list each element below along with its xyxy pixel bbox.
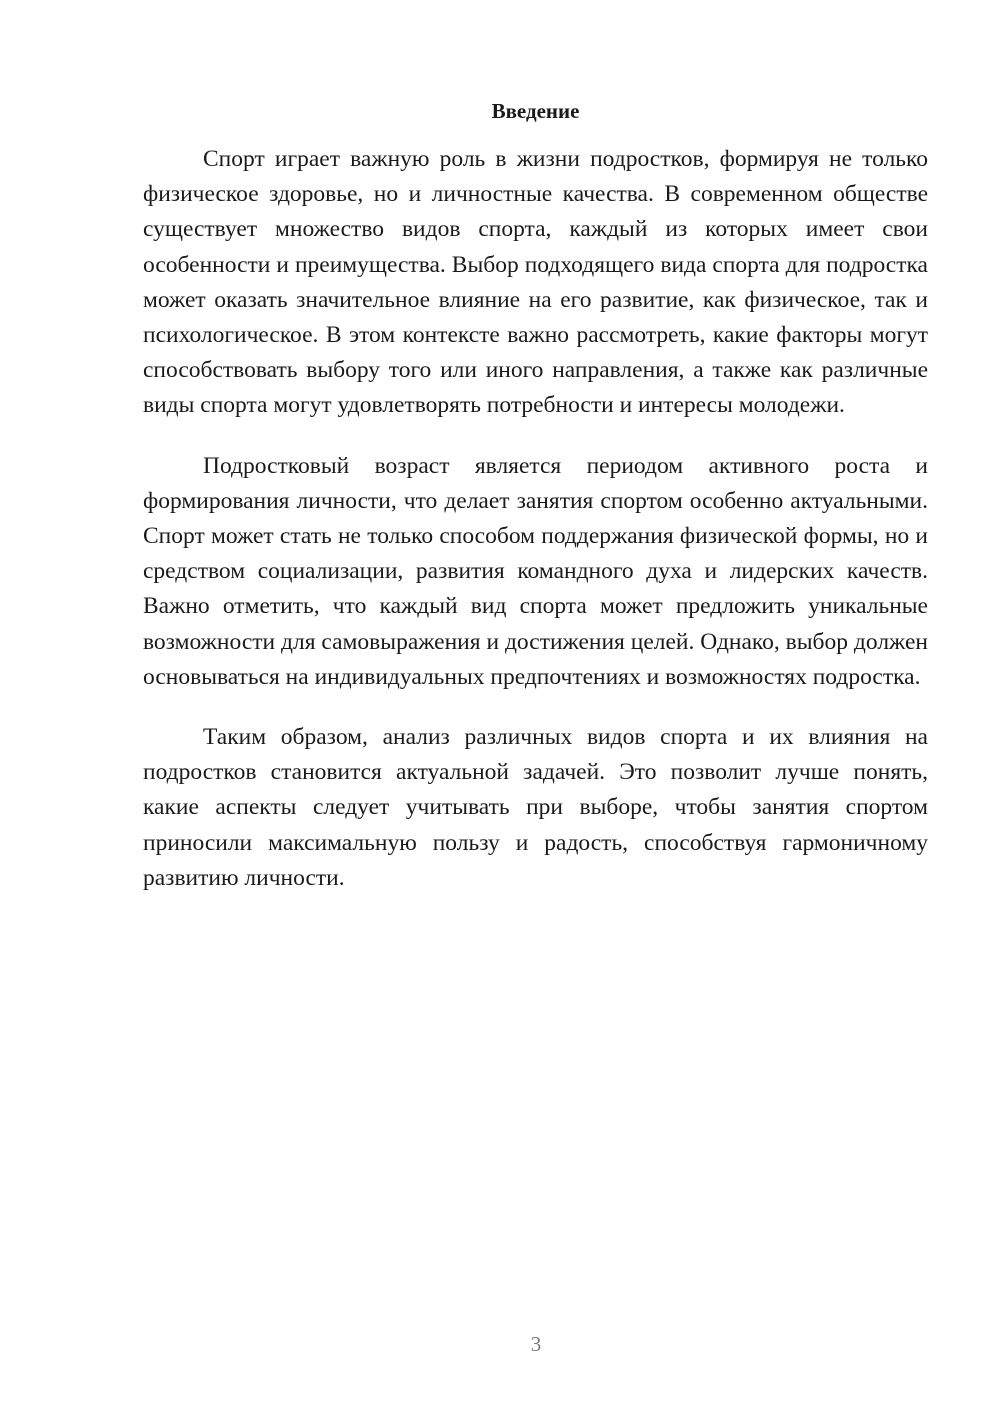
section-heading: Введение (491, 99, 580, 123)
paragraph-intro: Спорт играет важную роль в жизни подростков, формируя не только физическое здоровье, но и личностные качества. В современном обществе существует множество видов спорта, каждый из которых имеет свои особенности и преимущества. Выбор подходящего вида спорта для подростка может оказать значительное влияние на его развитие, как физическое, так и психологическое. В этом контексте важно рассмотреть, какие факторы могут способствовать выбору того или иного направления, а также как различные виды спорта могут удовлетворять потребности и интересы молодежи. (143, 146, 928, 419)
page-body (143, 94, 928, 921)
page-number: 3 (530, 1332, 542, 1356)
paragraph-adolescence: Подростковый возраст является периодом активного роста и формирования личности, что делает занятия спортом особенно актуальными. Спорт может стать не только способом поддержания физической формы, но и средством социализации, развития командного духа и лидерских качеств. Важно отметить, что каждый вид спорта может предложить уникальные возможности для самовыражения и достижения целей. Однако, выбор должен основываться на индивидуальных предпочтениях и возможностях подростка. (143, 452, 928, 690)
paragraph-conclusion: Таким образом, анализ различных видов спорта и их влияния на подростков становится актуальной задачей. Это позволит лучше понять, какие аспекты следует учитывать при выборе, чтобы занятия спортом приносили максимальную пользу и радость, способствуя гармоничному развитию личности. (143, 724, 928, 891)
